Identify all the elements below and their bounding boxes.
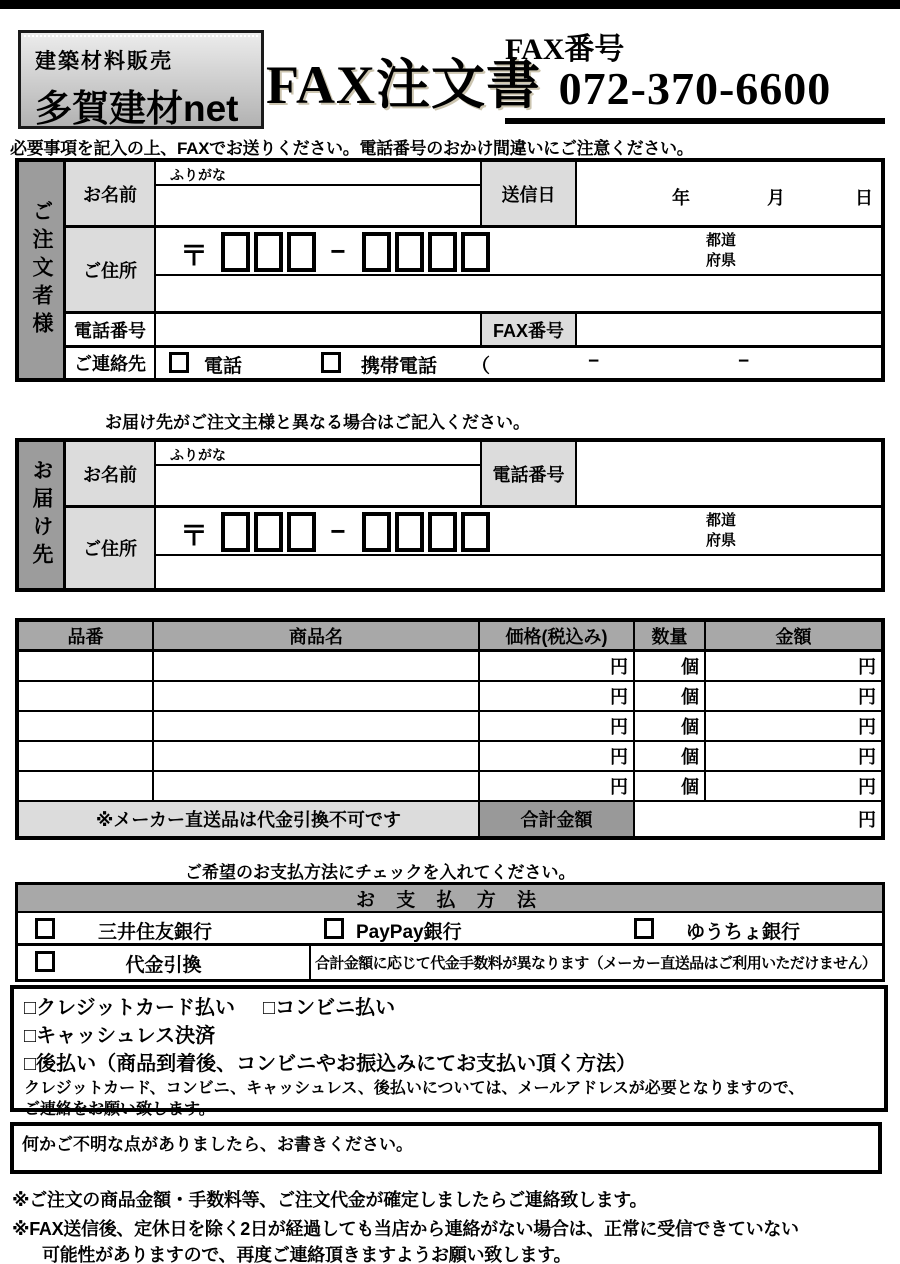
bank-yucho-checkbox[interactable]: [634, 918, 654, 939]
prefecture-label-line2: 府県: [705, 532, 736, 549]
contact-number-dash: −: [738, 351, 750, 372]
amount-input[interactable]: 円: [706, 682, 881, 712]
contact-method-row: [156, 348, 881, 378]
bank-paypay-label: PayPay銀行: [356, 922, 462, 943]
column-header-price: 価格(税込み): [480, 622, 635, 652]
postal-digit-box[interactable]: [221, 232, 250, 272]
postal-mark-icon: 〒: [180, 520, 209, 551]
postal-digit-box[interactable]: [461, 232, 490, 272]
delivery-phone-input[interactable]: [577, 442, 881, 505]
postal-digit-box[interactable]: [287, 232, 316, 272]
delivery-furigana-label: ふりがな: [156, 442, 480, 466]
delivery-name-input[interactable]: [156, 466, 480, 505]
other-payment-box: [10, 985, 888, 1118]
quantity-input[interactable]: 個: [635, 712, 706, 742]
delivery-phone-label: 電話番号: [482, 442, 577, 505]
postal-digit-box[interactable]: [221, 512, 250, 552]
postal-mark-icon: 〒: [180, 240, 209, 271]
product-name-input[interactable]: [154, 772, 480, 802]
cod-row: [18, 946, 882, 979]
orderer-postal-row: [156, 228, 881, 276]
inquiry-box[interactable]: [10, 1122, 882, 1174]
contact-paren: （: [471, 356, 491, 377]
contact-phone-option: 電話: [204, 356, 243, 377]
item-no-input[interactable]: [19, 652, 154, 682]
price-input[interactable]: 円: [480, 712, 635, 742]
direct-ship-note: ※メーカー直送品は代金引換不可です: [19, 802, 480, 836]
postal-digit-box[interactable]: [428, 512, 457, 552]
footer-note-price: ※ご注文の商品金額・手数料等、ご注文代金が確定しましたらご連絡致します。: [12, 1190, 648, 1210]
form-title: FAX注文書: [266, 55, 541, 115]
delivery-address-label: ご住所: [66, 508, 156, 588]
column-header-amount: 金額: [706, 622, 881, 652]
company-name: 多賀建材net: [35, 88, 239, 129]
delivery-address-input[interactable]: [156, 556, 881, 588]
orderer-address-label: ご住所: [66, 228, 156, 311]
orderer-phone-input[interactable]: [156, 314, 482, 345]
prefecture-label: [676, 511, 766, 551]
postal-digit-box[interactable]: [395, 512, 424, 552]
price-input[interactable]: 円: [480, 682, 635, 712]
contact-phone-checkbox[interactable]: [169, 352, 189, 373]
inquiry-label: 何かご不明な点がありましたら、お書きください。: [22, 1135, 413, 1154]
prefecture-label-line2: 府県: [705, 252, 736, 269]
bank-smbc-checkbox[interactable]: [35, 918, 55, 939]
bank-paypay-checkbox[interactable]: [324, 918, 344, 939]
column-header-quantity: 数量: [635, 622, 706, 652]
cod-fee-note: 合計金額に応じて代金手数料が異なります（メーカー直送品はご利用いただけません）: [315, 955, 877, 972]
column-header-product-name: 商品名: [154, 622, 480, 652]
amount-input[interactable]: 円: [706, 742, 881, 772]
prefecture-label-line1: 都道: [705, 512, 736, 529]
quantity-input[interactable]: 個: [635, 652, 706, 682]
credit-card-option[interactable]: □クレジットカード払い: [24, 997, 235, 1019]
postal-dash: −: [330, 236, 346, 266]
contact-mobile-checkbox[interactable]: [321, 352, 341, 373]
convenience-store-option[interactable]: □コンビニ払い: [262, 997, 396, 1019]
price-input[interactable]: 円: [480, 652, 635, 682]
cod-label: 代金引換: [125, 955, 202, 976]
delivery-section-label: お届け先: [19, 442, 66, 588]
postal-digit-box[interactable]: [428, 232, 457, 272]
price-input[interactable]: 円: [480, 742, 635, 772]
postal-dash: −: [330, 516, 346, 546]
year-label: 年: [672, 188, 690, 208]
send-date-input[interactable]: [577, 162, 881, 225]
postal-digit-box[interactable]: [254, 232, 283, 272]
day-label: 日: [855, 188, 873, 208]
delivery-name-label: お名前: [66, 442, 156, 505]
orderer-section: [15, 158, 885, 382]
delivery-section: [15, 438, 885, 592]
orderer-address-input[interactable]: [156, 276, 881, 311]
company-logo: [18, 30, 264, 129]
bank-options-row: [18, 913, 882, 946]
form-instruction: 必要事項を記入の上、FAXでお送りください。電話番号のおかけ間違いにご注意ください。: [10, 139, 694, 158]
item-no-input[interactable]: [19, 742, 154, 772]
fax-number-label: FAX番号: [505, 33, 625, 66]
orderer-fax-label: FAX番号: [482, 314, 577, 345]
postal-digit-box[interactable]: [395, 232, 424, 272]
product-table: [15, 618, 885, 840]
cashless-option[interactable]: □キャッシュレス決済: [24, 1025, 216, 1047]
footer-note-fax-line2: 可能性がありますので、再度ご連絡頂きますようお願い致します。: [42, 1245, 572, 1264]
postal-digit-box[interactable]: [362, 512, 391, 552]
company-tagline: 建築材料販売: [35, 50, 173, 73]
send-date-label: 送信日: [482, 162, 577, 225]
top-black-bar: [0, 0, 900, 9]
orderer-name-label: お名前: [66, 162, 156, 225]
fax-number-block: [505, 24, 885, 124]
orderer-furigana-label: ふりがな: [156, 162, 480, 186]
bank-smbc-label: 三井住友銀行: [98, 922, 213, 943]
email-required-note-line1: クレジットカード、コンビニ、キャッシュレス、後払いについては、メールアドレスが必要となりますので、: [24, 1080, 805, 1097]
payment-method-table: [15, 882, 885, 982]
quantity-input[interactable]: 個: [635, 772, 706, 802]
payment-method-header: お 支 払 方 法: [18, 885, 882, 913]
contact-mobile-option: 携帯電話: [361, 356, 438, 377]
amount-input[interactable]: 円: [706, 652, 881, 682]
postal-digit-box[interactable]: [287, 512, 316, 552]
delivery-note: お届け先がご注文主様と異なる場合はご記入ください。: [105, 413, 530, 432]
amount-input[interactable]: 円: [706, 712, 881, 742]
prefecture-label-line1: 都道: [705, 232, 736, 249]
delivery-postal-row: [156, 508, 881, 556]
item-no-input[interactable]: [19, 772, 154, 802]
product-name-input[interactable]: [154, 712, 480, 742]
month-label: 月: [767, 188, 785, 208]
item-no-input[interactable]: [19, 682, 154, 712]
total-amount-input[interactable]: 円: [858, 810, 876, 830]
product-name-input[interactable]: [154, 742, 480, 772]
payment-note: ご希望のお支払方法にチェックを入れてください。: [185, 863, 576, 882]
bank-yucho-label: ゆうちょ銀行: [686, 922, 801, 943]
prefecture-label: [676, 231, 766, 271]
email-required-note-line2: ご連絡をお願い致します。: [24, 1101, 215, 1118]
contact-number-dash: −: [588, 351, 600, 372]
orderer-fax-input[interactable]: [577, 314, 881, 345]
column-header-item-no: 品番: [19, 622, 154, 652]
quantity-input[interactable]: 個: [635, 742, 706, 772]
amount-input[interactable]: 円: [706, 772, 881, 802]
price-input[interactable]: 円: [480, 772, 635, 802]
product-name-input[interactable]: [154, 652, 480, 682]
footer-note-fax-line1: ※FAX送信後、定休日を除く2日が経過しても当店から連絡がない場合は、正常に受信できていない: [12, 1219, 799, 1239]
deferred-payment-option[interactable]: □後払い（商品到着後、コンビニやお振込みにてお支払い頂く方法）: [24, 1053, 637, 1075]
postal-digit-box[interactable]: [461, 512, 490, 552]
orderer-name-input[interactable]: [156, 186, 480, 225]
postal-digit-box[interactable]: [362, 232, 391, 272]
quantity-input[interactable]: 個: [635, 682, 706, 712]
postal-digit-box[interactable]: [254, 512, 283, 552]
fax-number-value: 072-370-6600: [505, 62, 885, 124]
total-amount-label: 合計金額: [480, 802, 635, 836]
contact-method-label: ご連絡先: [66, 348, 156, 378]
product-name-input[interactable]: [154, 682, 480, 712]
orderer-phone-label: 電話番号: [66, 314, 156, 345]
orderer-section-label: ご注文者様: [19, 162, 66, 378]
item-no-input[interactable]: [19, 712, 154, 742]
